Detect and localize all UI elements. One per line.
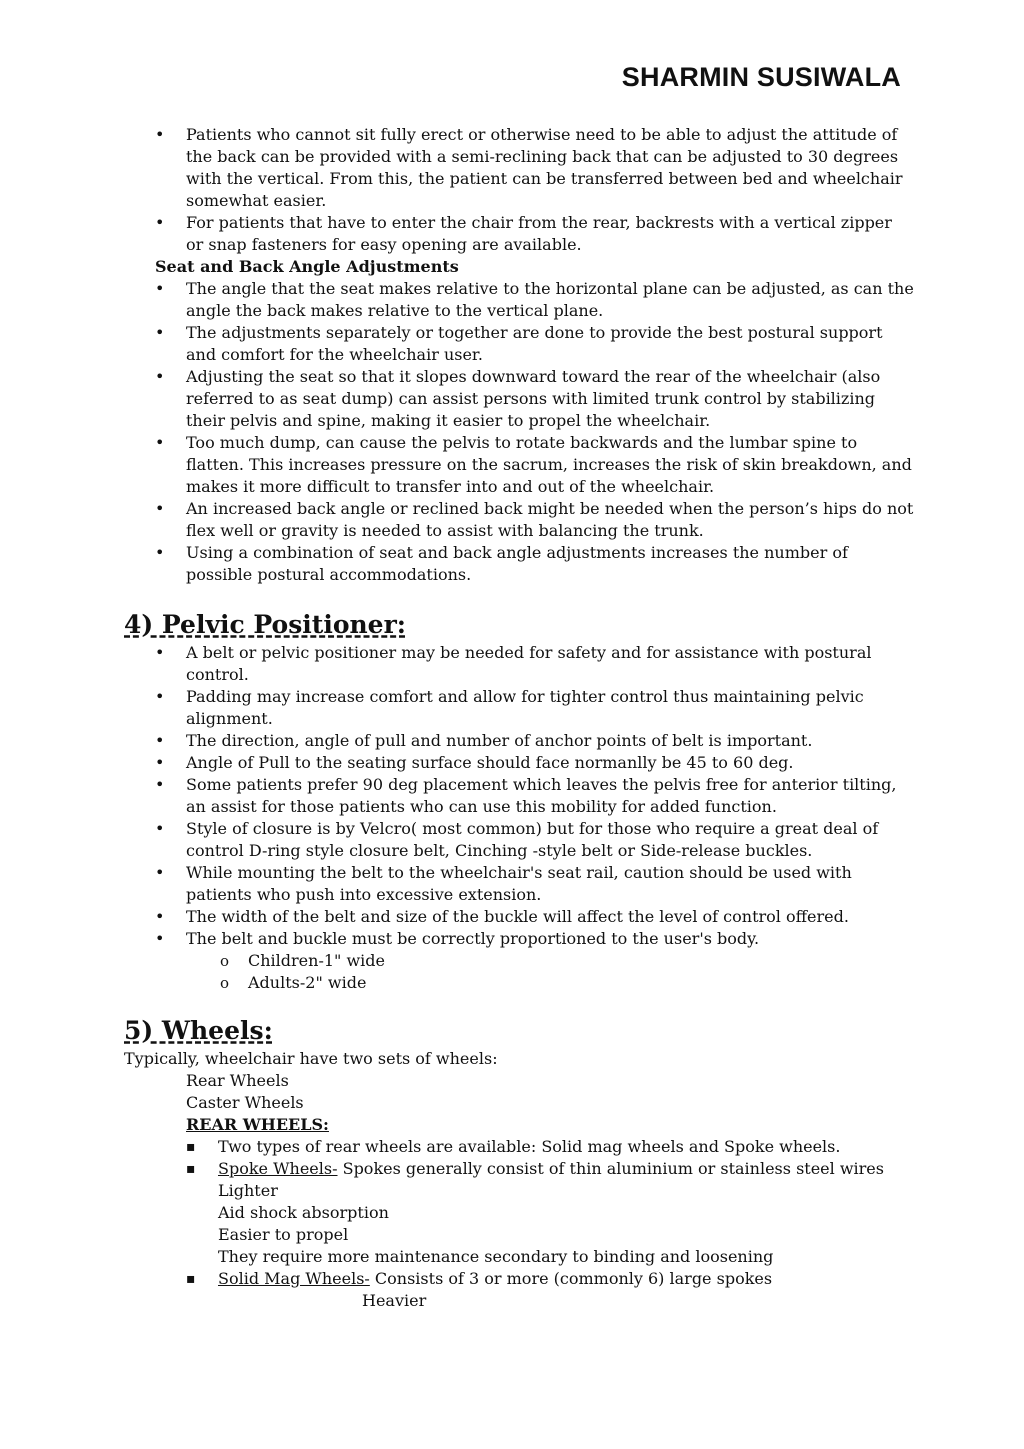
- list-item: • The angle that the seat makes relative to the horizontal plane can be adjusted, as can the angle the back makes relative to the vertical plane.: [124, 278, 914, 322]
- belt-width-sublist: [124, 950, 914, 994]
- list-item: • Angle of Pull to the seating surface should face normanlly be 45 to 60 deg.: [124, 752, 914, 774]
- wheels-intro: Typically, wheelchair have two sets of wheels:: [124, 1049, 498, 1068]
- wheel-type-caster: Caster Wheels: [186, 1093, 304, 1112]
- spoke-detail: Lighter: [218, 1181, 278, 1200]
- pelvic-bullet-list: [124, 642, 914, 950]
- mag-detail: Heavier: [362, 1291, 427, 1310]
- list-item: • Adjusting the seat so that it slopes downward toward the rear of the wheelchair (also referred to as seat dump) can assist persons with limited trunk control by stabilizing their pelvis and spine, making it easier to propel the wheelchair.: [124, 366, 914, 432]
- list-item: • For patients that have to enter the chair from the rear, backrests with a vertical zipper or snap fasteners for easy opening are available.: [124, 212, 914, 256]
- list-item: • Using a combination of seat and back angle adjustments increases the number of possible postural accommodations.: [124, 542, 914, 586]
- rear-wheels-heading: REAR WHEELS:: [186, 1115, 329, 1134]
- wheel-type-rear: Rear Wheels: [186, 1071, 289, 1090]
- spoke-detail: Easier to propel: [218, 1225, 349, 1244]
- list-item-spoke-wheels: [124, 1158, 914, 1180]
- rear-wheels-list: [124, 1136, 914, 1180]
- list-item: • Patients who cannot sit fully erect or otherwise need to be able to adjust the attitude of the back can be provided with a semi-reclining back that can be adjusted to 30 degrees with the vertical. From this, the patient can be transferred between bed and wheelchair somewhat easier.: [124, 124, 914, 212]
- mag-wheels-text: Consists of 3 or more (commonly 6) large spokes: [369, 1269, 773, 1288]
- author-header: SHARMIN SUSIWALA: [621, 62, 901, 92]
- list-item: • Padding may increase comfort and allow for tighter control thus maintaining pelvic alignment.: [124, 686, 914, 730]
- sub-list-item: o Children-1" wide: [124, 950, 914, 972]
- list-item: • The width of the belt and size of the buckle will affect the level of control offered.: [124, 906, 914, 928]
- sub-list-item: o Adults-2" wide: [124, 972, 914, 994]
- list-item: • While mounting the belt to the wheelchair's seat rail, caution should be used with patients who push into excessive extension.: [124, 862, 914, 906]
- pelvic-positioner-title: 4) Pelvic Positioner:: [124, 610, 406, 639]
- seat-back-heading: Seat and Back Angle Adjustments: [155, 257, 459, 276]
- seat-back-bullet-list: [124, 278, 914, 586]
- spoke-wheels-text: Spokes generally consist of thin aluminium or stainless steel wires: [337, 1159, 884, 1178]
- mag-wheels-list: [124, 1268, 914, 1290]
- list-item: • An increased back angle or reclined back might be needed when the person’s hips do not flex well or gravity is needed to assist with balancing the trunk.: [124, 498, 914, 542]
- list-item: ▪ Two types of rear wheels are available: Solid mag wheels and Spoke wheels.: [124, 1136, 914, 1158]
- list-item: • Some patients prefer 90 deg placement which leaves the pelvis free for anterior tilting, an assist for those patients who can use this mobility for added function.: [124, 774, 914, 818]
- list-item: • The direction, angle of pull and number of anchor points of belt is important.: [124, 730, 914, 752]
- document-body: [124, 124, 914, 1312]
- wheels-title: 5) Wheels:: [124, 1016, 273, 1045]
- mag-wheels-label: Solid Mag Wheels-: [218, 1269, 370, 1288]
- list-item: • Too much dump, can cause the pelvis to rotate backwards and the lumbar spine to flatten. This increases pressure on the sacrum, increases the risk of skin breakdown, and makes it more difficult to transfer into and out of the wheelchair.: [124, 432, 914, 498]
- spoke-detail: They require more maintenance secondary to binding and loosening: [218, 1247, 774, 1266]
- spoke-wheels-label: Spoke Wheels-: [218, 1159, 338, 1178]
- intro-bullet-list: [124, 124, 914, 256]
- list-item: • A belt or pelvic positioner may be needed for safety and for assistance with postural control.: [124, 642, 914, 686]
- spoke-detail: Aid shock absorption: [218, 1203, 389, 1222]
- list-item: • The adjustments separately or together are done to provide the best postural support and comfort for the wheelchair user.: [124, 322, 914, 366]
- list-item: • Style of closure is by Velcro( most common) but for those who require a great deal of control D-ring style closure belt, Cinching -style belt or Side-release buckles.: [124, 818, 914, 862]
- list-item-mag-wheels: [124, 1268, 914, 1290]
- list-item: • The belt and buckle must be correctly proportioned to the user's body.: [124, 928, 914, 950]
